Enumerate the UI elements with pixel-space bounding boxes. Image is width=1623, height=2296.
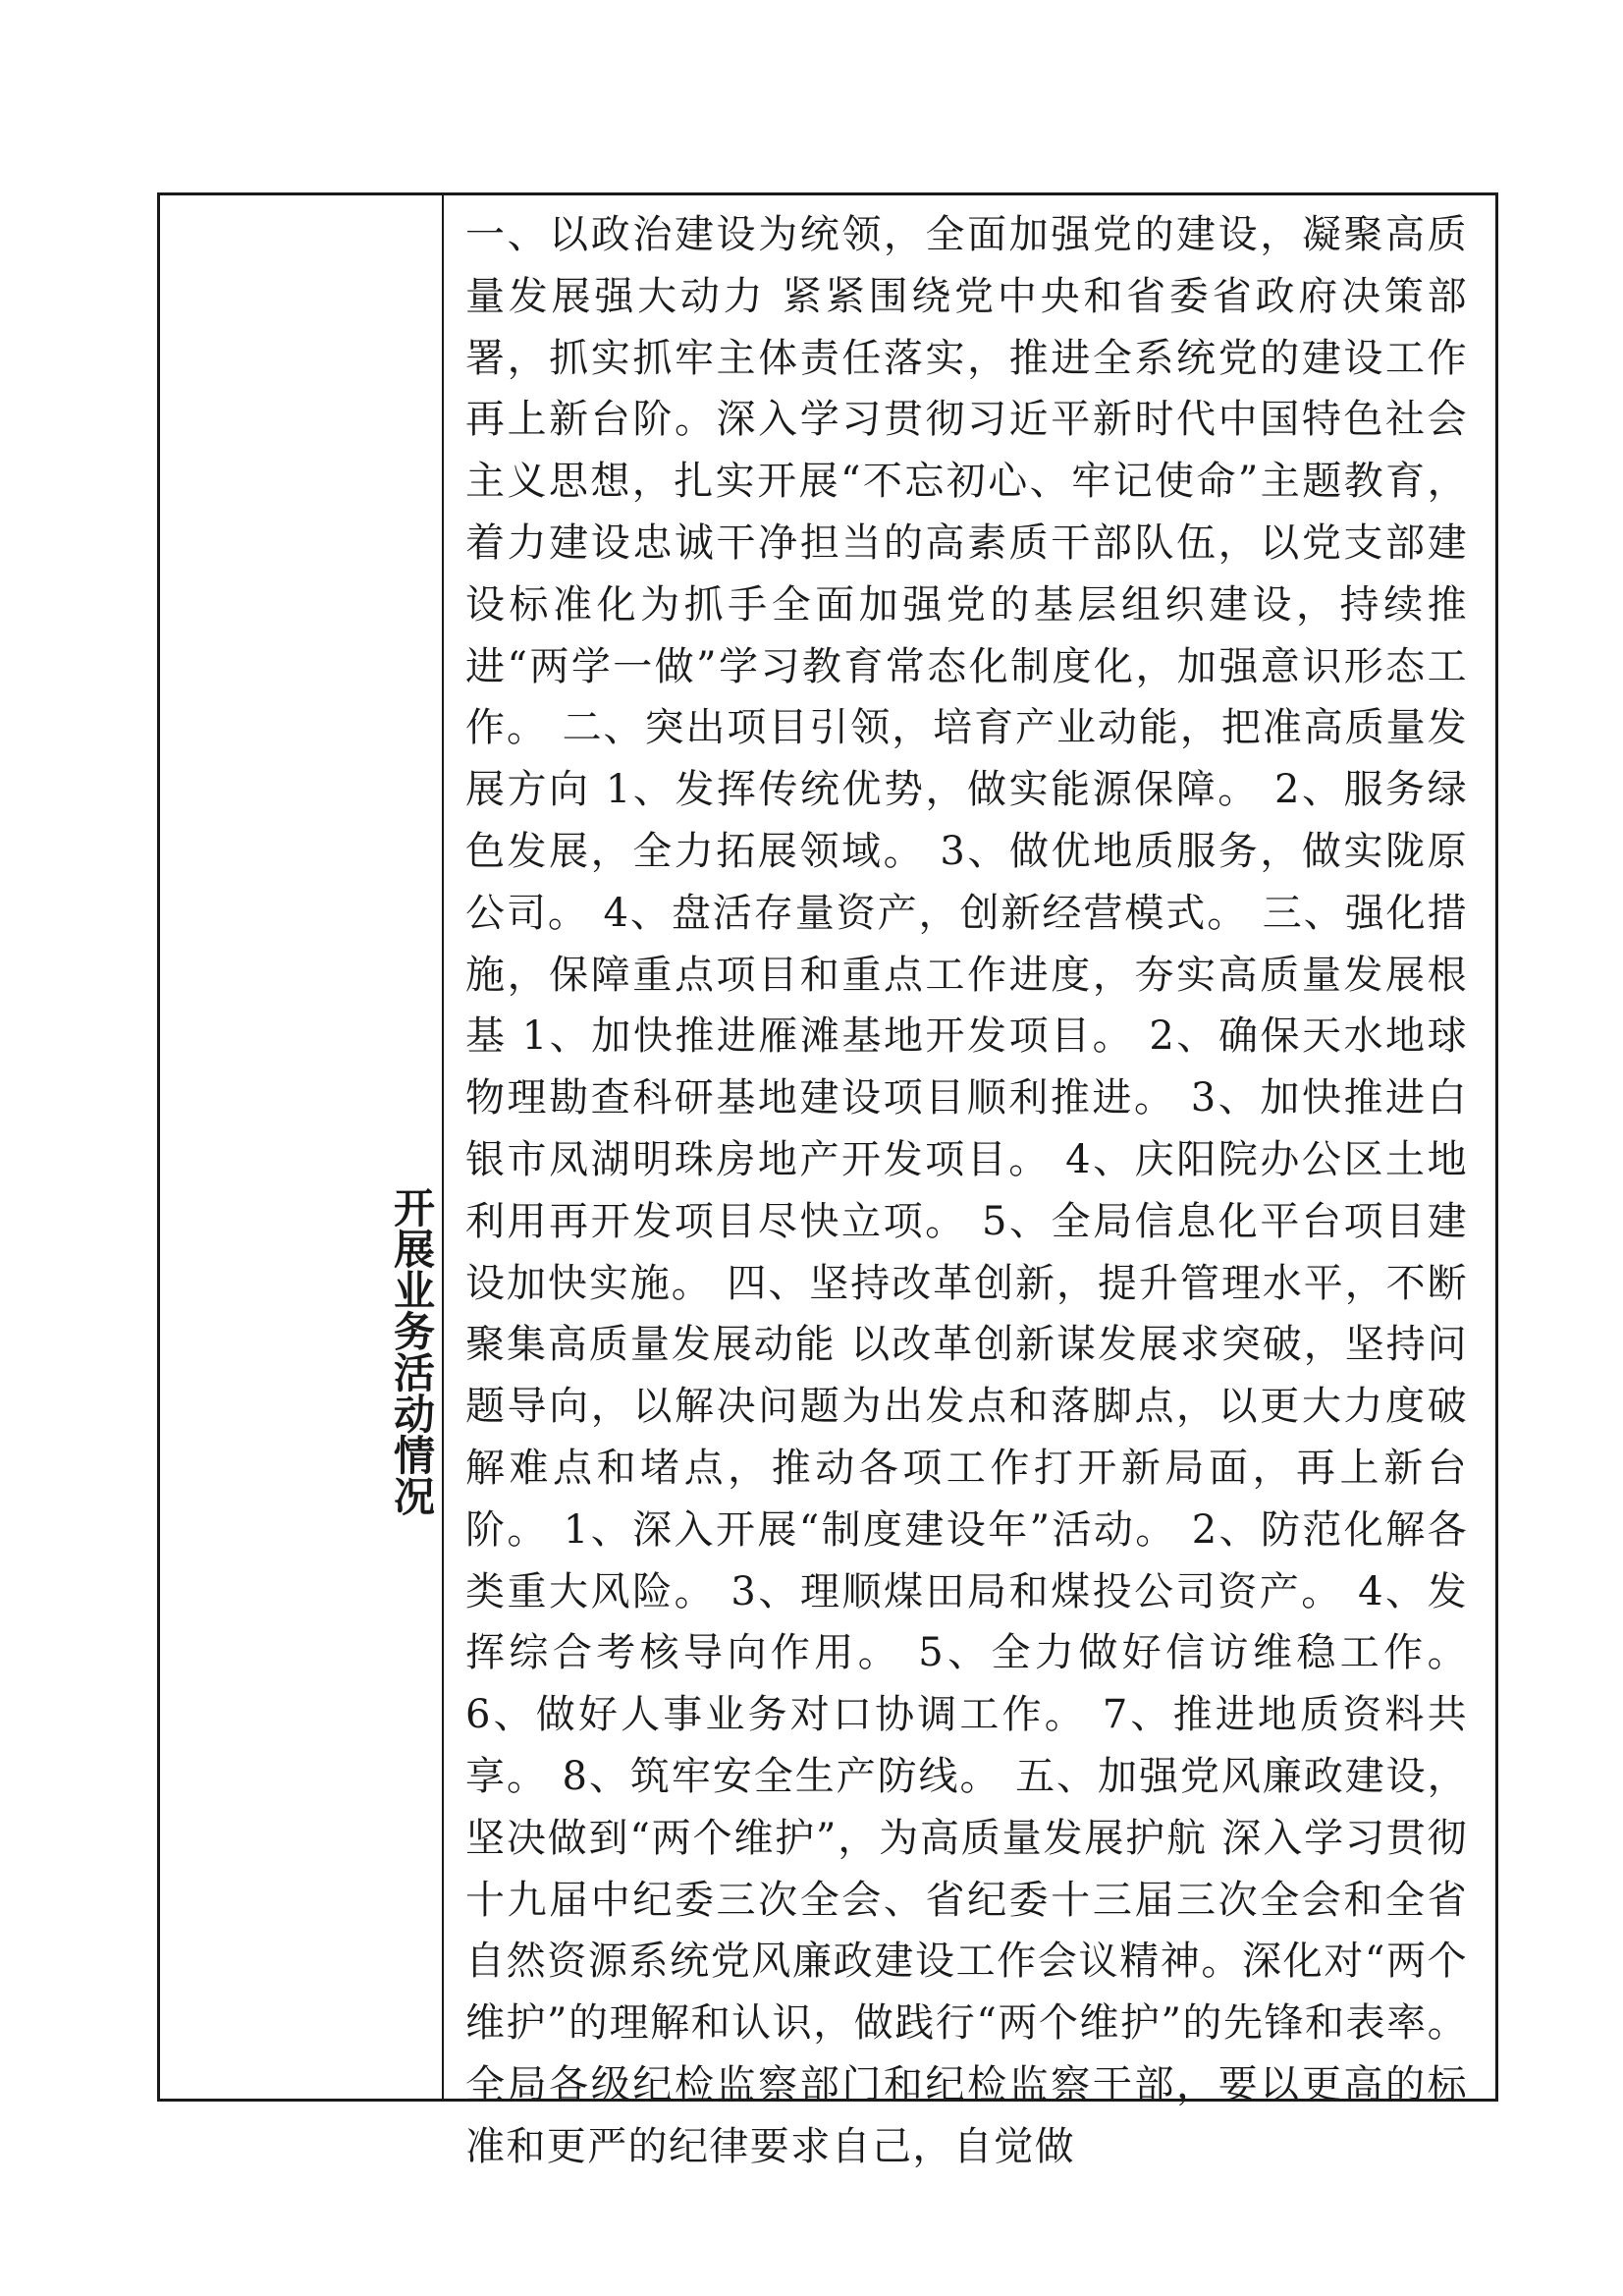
label-cell [160,195,444,2099]
section-label: 开展业务活动情况 [388,1186,436,1516]
form-table [157,192,1498,2169]
content-cell [444,195,1495,2169]
section-content: 一、以政治建设为统领，全面加强党的建设，凝聚高质量发展强大动力 紧紧围绕党中央和省委省政府决策部署，抓实抓牢主体责任落实，推进全系统党的建设工作再上新台阶。深入学习贯彻习近平新时代中国特色社会主义思想，扎实开展“不忘初心、牢记使命”主题教育，着力建设忠诚干净担当的高素质干部队伍，以党支部建设标准化为抓手全面加强党的基层组织建设，持续推进“两学一做”学习教育常态化制度化，加强意识形态工作。 二、突出项目引领，培育产业动能，把准高质量发展方向 1、发挥传统优势，做实能源保障。 2、服务绿色发展，全力拓展领域。 3、做优地质服务，做实陇原公司。 4、盘活存量资产，创新经营模式。 三、强化措施，保障重点项目和重点工作进度，夯实高质量发展根基 1、加快推进雁滩基地开发项目。 2、确保天水地球物理勘查科研基地建设项目顺利推进。 3、加快推进白银市凤湖明珠房地产开发项目。 4、庆阳院办公区土地利用再开发项目尽快立项。 5、全局信息化平台项目建设加快实施。 四、坚持改革创新，提升管理水平，不断聚集高质量发展动能 以改革创新谋发展求突破，坚持问题导向，以解决问题为出发点和落脚点，以更大力度破解难点和堵点，推动各项工作打开新局面，再上新台阶。 1、深入开展“制度建设年”活动。 2、防范化解各类重大风险。 3、理顺煤田局和煤投公司资产。 4、发挥综合考核导向作用。 5、全力做好信访维稳工作。 6、做好人事业务对口协调工作。 7、推进地质资料共享。 8、筑牢安全生产防线。 五、加强党风廉政建设，坚决做到“两个维护”，为高质量发展护航 深入学习贯彻十九届中纪委三次全会、省纪委十三届三次全会和全省自然资源系统党风廉政建设工作会议精神。深化对“两个维护”的理解和认识，做践行“两个维护”的先锋和表率。全局各级纪检监察部门和纪检监察干部，要以更高的标准和更严的纪律要求自己，自觉做 [465,212,1468,2169]
